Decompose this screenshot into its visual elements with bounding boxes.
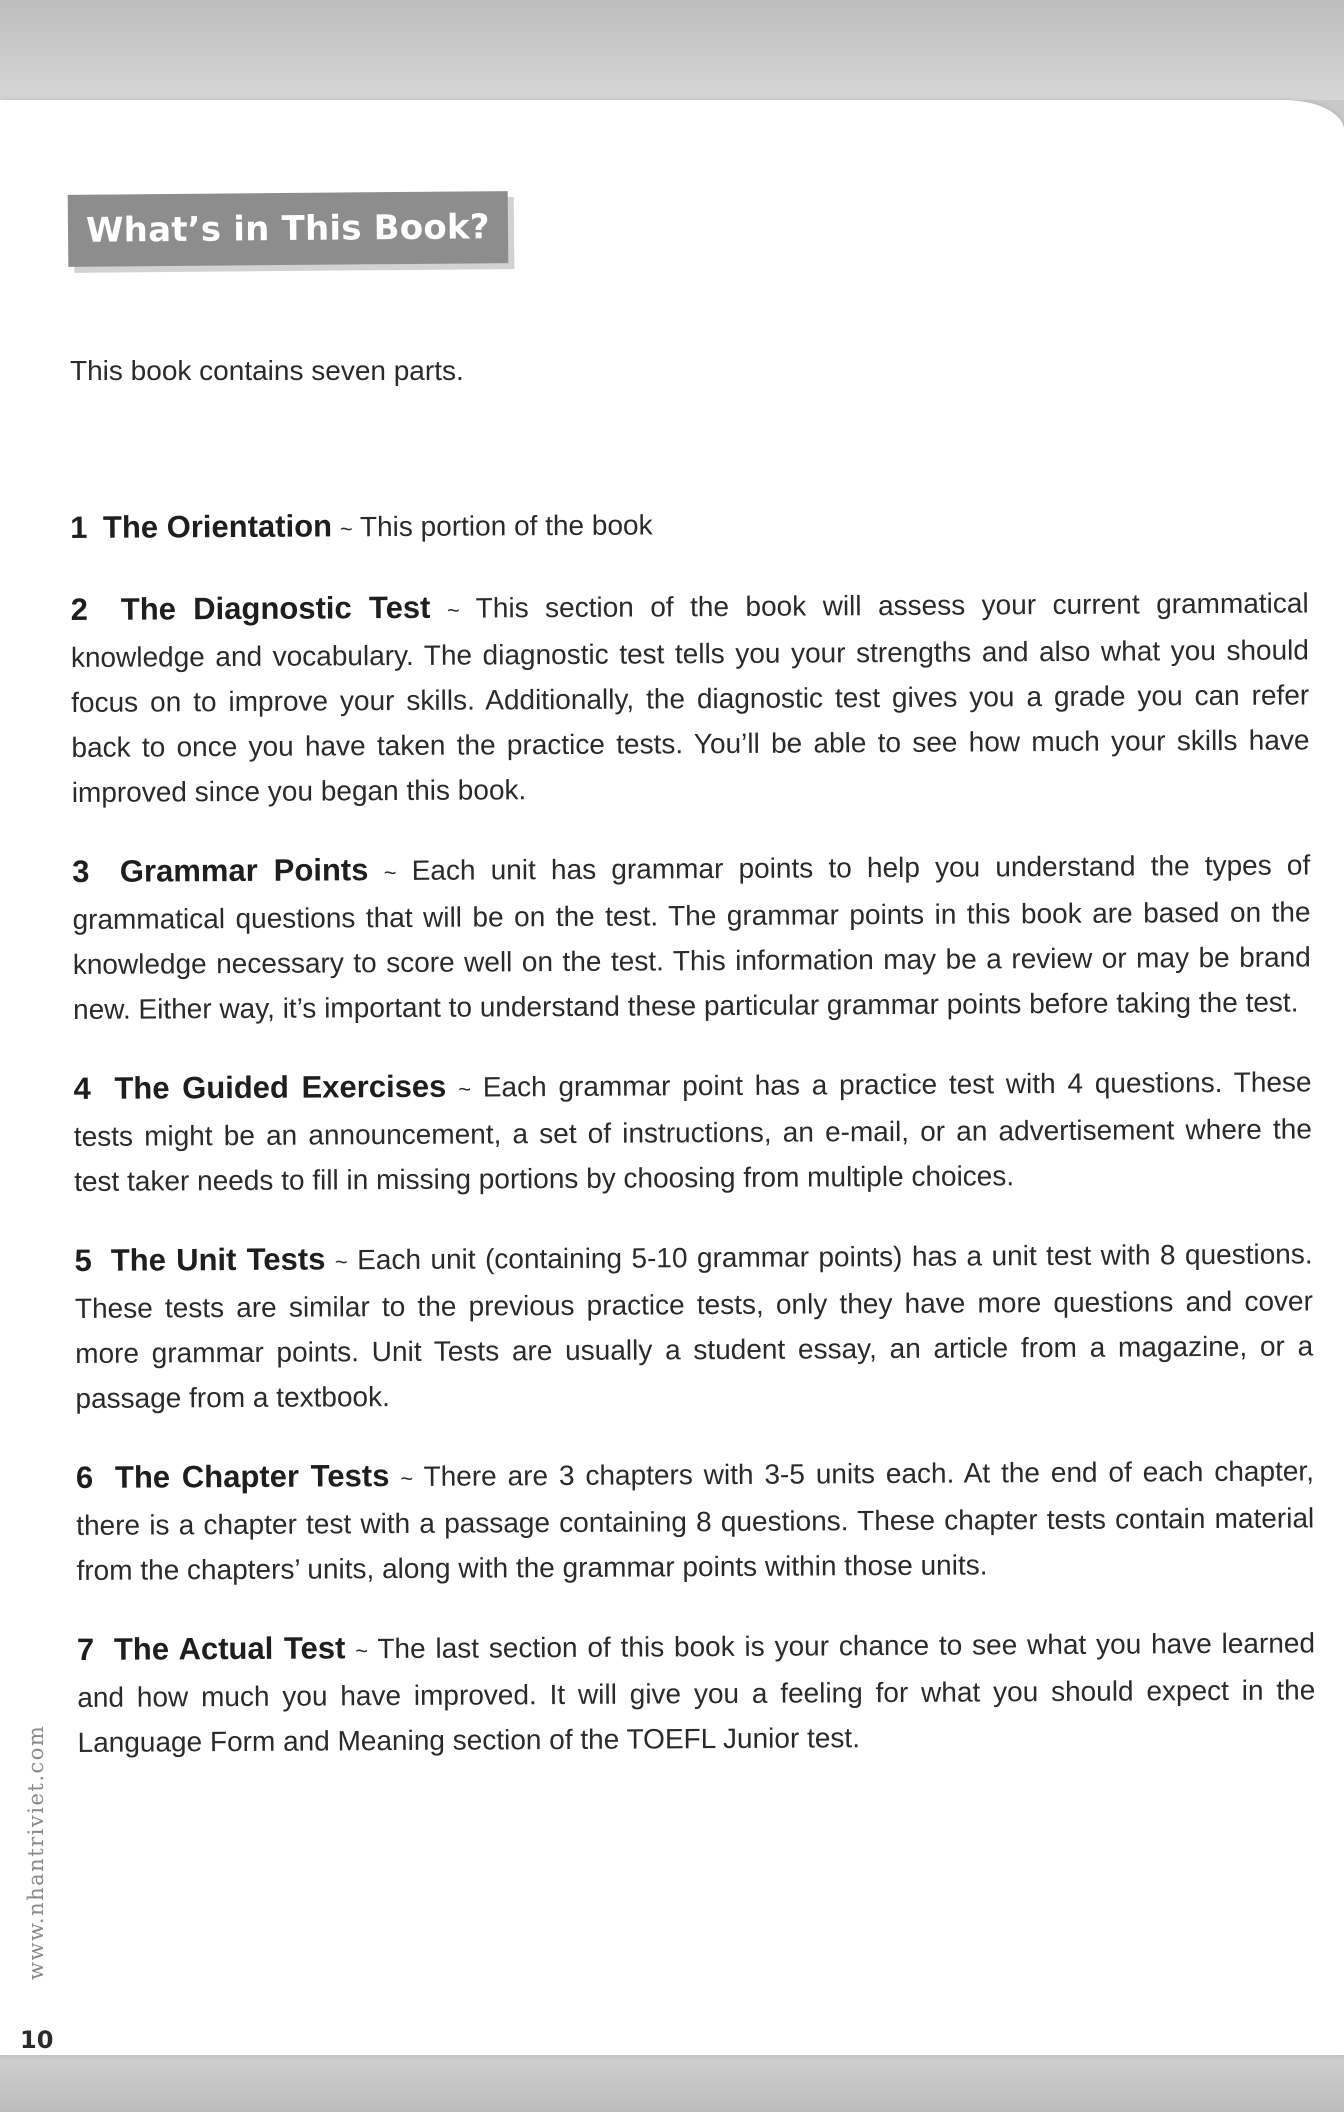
page-number: 10 xyxy=(20,2026,54,2054)
part-title: The Actual Test xyxy=(113,1630,346,1667)
part-description: Each grammar point has a practice test with 4 questions. These tests might be an announcement, a set of instructions, an e-mail, or an advertisement where the test taker needs to fill in missing portions by choosing from multiple choices. xyxy=(73,1066,1312,1197)
part-item xyxy=(72,841,1311,1032)
part-number: 1 xyxy=(70,509,88,545)
part-item xyxy=(73,1058,1312,1204)
publisher-url: www.nhantriviet.com xyxy=(24,1724,48,1980)
part-title: The Diagnostic Test xyxy=(120,589,431,627)
part-description: This section of the book will assess your current grammatical knowledge and vocabulary. The diagnostic test tells you your strengths and also what you should focus on to improve your skills. Additionally, the diagnostic test gives you a grade you can refer back to once you have taken the practice tests. You’ll be able to see how much your skills have improved since you began this book. xyxy=(70,587,1310,808)
section-heading-box xyxy=(68,191,508,267)
part-item xyxy=(71,579,1310,815)
part-separator: ~ xyxy=(339,516,353,542)
part-separator: ~ xyxy=(458,1076,472,1102)
part-title: The Orientation xyxy=(102,508,333,545)
part-title: Grammar Points xyxy=(119,852,369,889)
part-description: Each unit (containing 5-10 grammar points) has a unit test with 8 questions. These tests are similar to the previous practice tests, only they have more questions and cover more grammar points. Unit Tests are usually a student essay, an article from a magazine, or a passage from a textbook. xyxy=(74,1238,1314,1414)
part-item xyxy=(74,1230,1313,1421)
part-separator: ~ xyxy=(400,1465,414,1492)
part-item xyxy=(77,1619,1316,1765)
part-separator: ~ xyxy=(446,597,460,623)
page-top-shadow xyxy=(0,0,1344,100)
part-separator: ~ xyxy=(355,1638,369,1664)
part-number: 7 xyxy=(76,1631,95,1667)
part-description: This portion of the book xyxy=(359,509,653,543)
intro-text: This book contains seven parts. xyxy=(70,355,464,386)
part-title: The Guided Exercises xyxy=(114,1068,447,1106)
part-title: The Chapter Tests xyxy=(114,1458,390,1495)
part-separator: ~ xyxy=(383,860,397,886)
part-description: There are 3 chapters with 3-5 units each. At the end of each chapter, there is a chapter test with a passage containing 8 questions. These chapter tests contain material from the chapters’ units, along with the grammar points within those units. xyxy=(76,1455,1315,1586)
part-number: 5 xyxy=(74,1242,92,1278)
section-heading: What’s in This Book? xyxy=(85,207,490,251)
part-item xyxy=(70,497,1308,553)
part-description: The last section of this book is your chance to see what you have learned and how much you have improved. It will give you a feeling for what you should expect in the Language Form and Meaning section of the TOEFL Junior test. xyxy=(77,1627,1316,1758)
part-description: Each unit has grammar points to help you understand the types of grammatical questions that will be on the test. The grammar points in this book are based on the knowledge necessary to score well on the test. This information may be a review or may be brand new. Either way, it’s important to understand these particular grammar points before taking the test. xyxy=(72,849,1311,1025)
part-number: 4 xyxy=(73,1070,91,1106)
part-number: 3 xyxy=(72,853,90,889)
part-separator: ~ xyxy=(334,1249,348,1275)
part-item xyxy=(76,1447,1315,1593)
part-number: 6 xyxy=(75,1459,94,1495)
part-number: 2 xyxy=(70,591,88,627)
page-bottom-shadow xyxy=(0,2055,1344,2112)
parts-list xyxy=(70,497,1316,1799)
part-title: The Unit Tests xyxy=(110,1241,326,1278)
